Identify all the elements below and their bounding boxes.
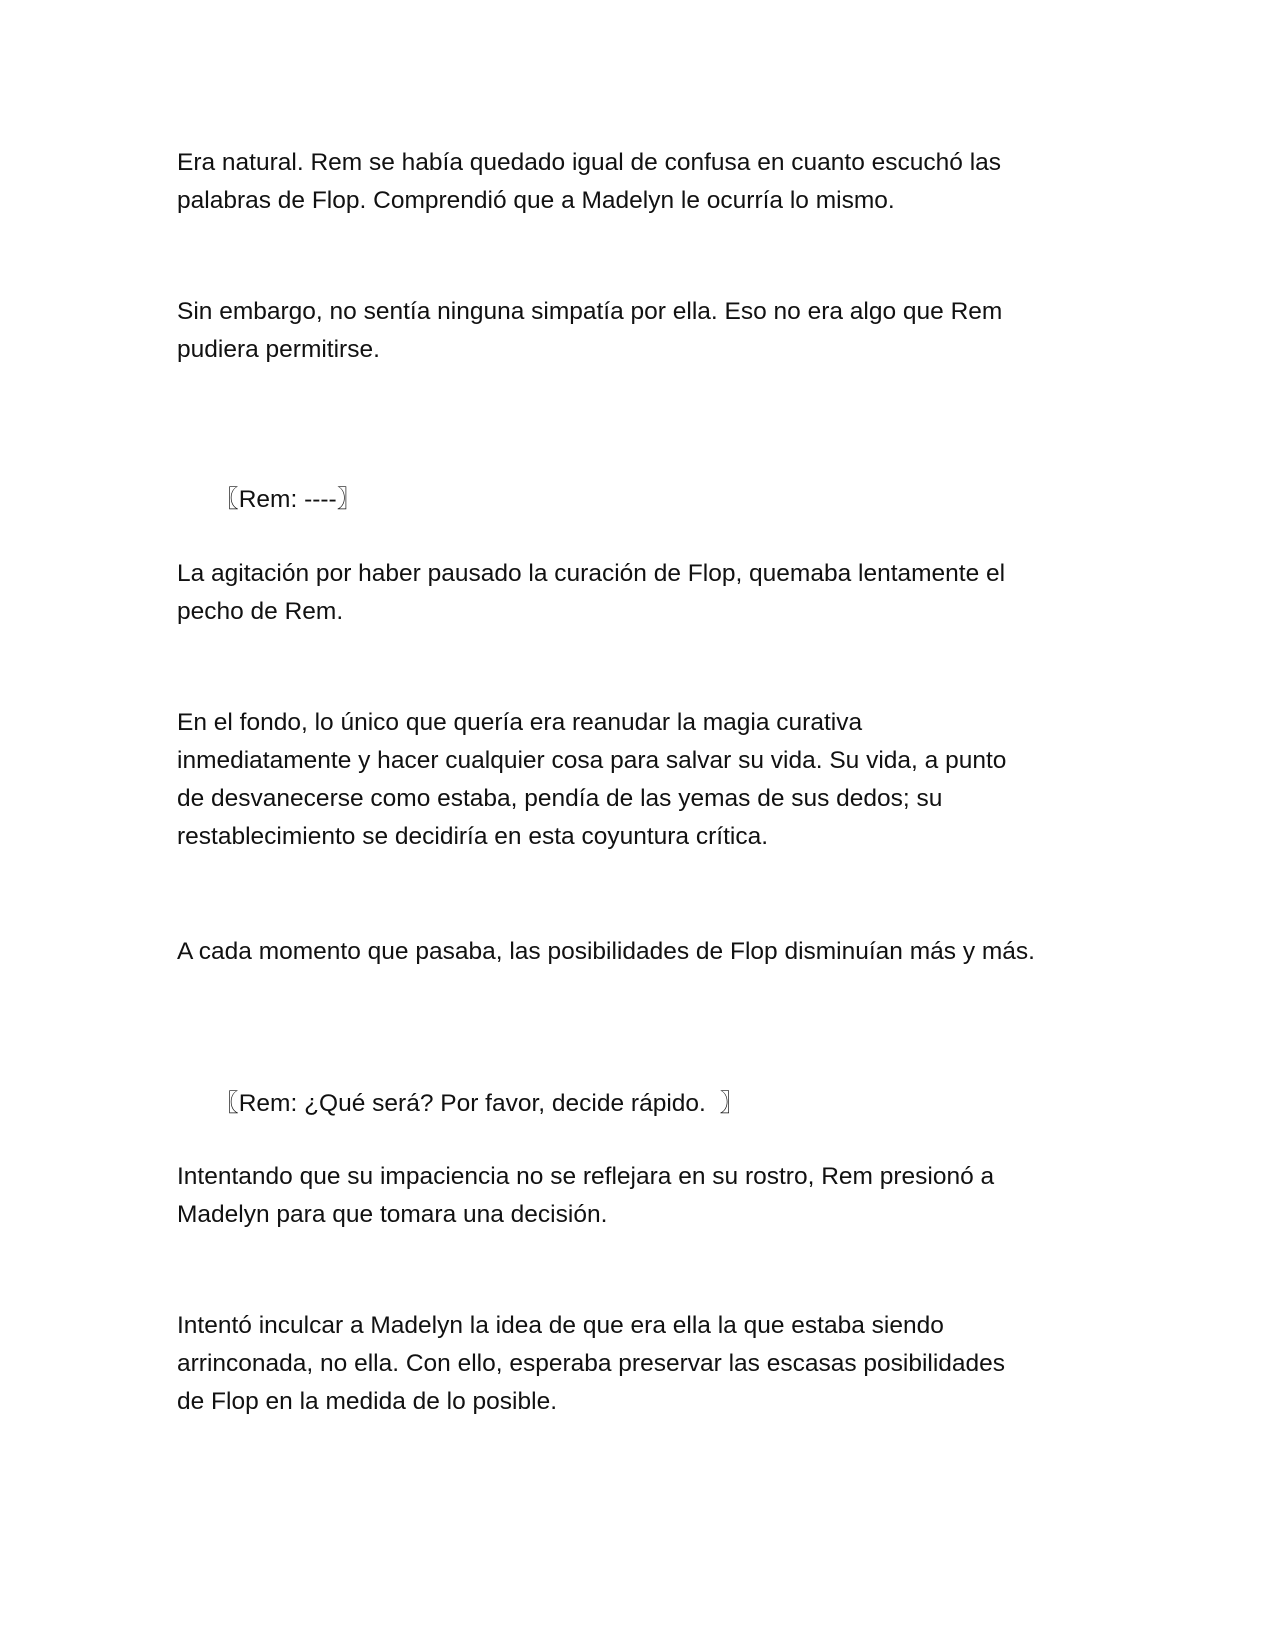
text-line: arrinconada, no ella. Con ello, esperaba preservar las escasas posibilidades bbox=[177, 1350, 1006, 1377]
text-line: 〖Rem: ----〗 bbox=[214, 486, 362, 513]
dialogue-line-1 bbox=[187, 443, 361, 557]
text-line: A cada momento que pasaba, las posibilidades de Flop disminuían más y más. bbox=[177, 938, 1035, 965]
text-line: 〖Rem: ¿Qué será? Por favor, decide rápido. 〗 bbox=[214, 1090, 744, 1117]
dialogue-line-2 bbox=[187, 1047, 744, 1161]
text-line: Sin embargo, no sentía ninguna simpatía por ella. Eso no era algo que Rem bbox=[177, 298, 1003, 325]
text-line: de desvanecerse como estaba, pendía de las yemas de sus dedos; su bbox=[177, 785, 943, 812]
paragraph-2 bbox=[177, 293, 1107, 369]
text-line: Intentó inculcar a Madelyn la idea de que era ella la que estaba siendo bbox=[177, 1312, 944, 1339]
text-line: restablecimiento se decidiría en esta coyuntura crítica. bbox=[177, 823, 769, 850]
text-line: palabras de Flop. Comprendió que a Madelyn le ocurría lo mismo. bbox=[177, 187, 895, 214]
paragraph-1 bbox=[177, 144, 1107, 220]
text-line: pudiera permitirse. bbox=[177, 336, 380, 363]
text-line: La agitación por haber pausado la curación de Flop, quemaba lentamente el bbox=[177, 560, 1006, 587]
paragraph-5 bbox=[177, 704, 1107, 856]
text-line: pecho de Rem. bbox=[177, 598, 344, 625]
text-line: En el fondo, lo único que quería era reanudar la magia curativa bbox=[177, 709, 863, 736]
paragraph-4 bbox=[177, 555, 1107, 631]
paragraph-9 bbox=[177, 1307, 1107, 1421]
paragraph-8 bbox=[177, 1158, 1107, 1234]
text-line: Intentando que su impaciencia no se reflejara en su rostro, Rem presionó a bbox=[177, 1163, 995, 1190]
text-line: Madelyn para que tomara una decisión. bbox=[177, 1201, 608, 1228]
text-line: de Flop en la medida de lo posible. bbox=[177, 1388, 558, 1415]
text-line: inmediatamente y hacer cualquier cosa para salvar su vida. Su vida, a punto bbox=[177, 747, 1007, 774]
text-line: Era natural. Rem se había quedado igual de confusa en cuanto escuchó las bbox=[177, 149, 1002, 176]
paragraph-6 bbox=[177, 933, 1107, 971]
